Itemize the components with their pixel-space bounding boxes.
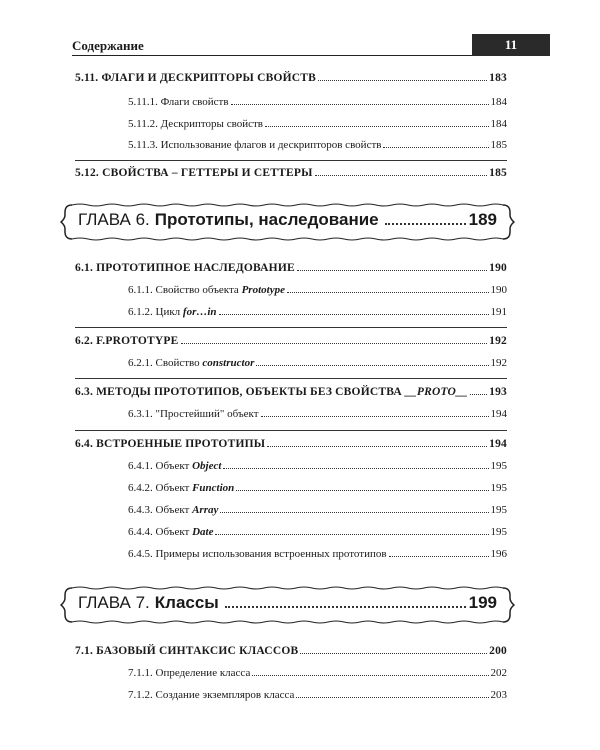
toc-page: 190 — [489, 262, 507, 274]
leader-dots — [383, 147, 488, 148]
toc-page: 185 — [489, 167, 507, 179]
chapter-page: 189 — [468, 210, 497, 229]
code-term: Prototype — [241, 284, 285, 296]
toc-page: 194 — [490, 408, 507, 420]
leader-dots — [470, 394, 487, 395]
toc-page: 183 — [489, 72, 507, 84]
leader-dots — [225, 606, 466, 608]
toc-label: 6.1.2. Цикл for…in — [128, 306, 217, 318]
leader-dots — [252, 675, 488, 676]
chapter-heading — [78, 593, 497, 613]
toc-page: 192 — [489, 335, 507, 347]
toc-label: 6.2.1. Свойство constructor — [128, 357, 255, 369]
toc-label: 7.1. БАЗОВЫЙ СИНТАКСИС КЛАССОВ — [75, 645, 299, 657]
toc-label: 6.3.1. "Простейший" объект — [128, 408, 259, 420]
chapter-title: Классы — [154, 593, 219, 612]
code-term: __PROTO__ — [404, 386, 468, 398]
toc-subsection-6-4-2[interactable] — [128, 482, 507, 494]
leader-dots — [318, 80, 487, 81]
toc-page: 184 — [490, 118, 507, 130]
toc-section-5-11[interactable] — [75, 72, 507, 84]
toc-subsection-5-11-3[interactable] — [128, 139, 507, 151]
leader-dots — [287, 292, 489, 293]
leader-dots — [300, 653, 487, 654]
chapter-number: ГЛАВА 6. — [78, 210, 150, 229]
toc-label: 6.4. ВСТРОЕННЫЕ ПРОТОТИПЫ — [75, 438, 266, 450]
toc-page: 200 — [489, 645, 507, 657]
toc-page: 195 — [490, 482, 507, 494]
leader-dots — [219, 314, 489, 315]
toc-subsection-6-2-1[interactable] — [128, 357, 507, 369]
section-divider — [75, 430, 507, 431]
section-divider — [75, 378, 507, 379]
leader-dots — [315, 175, 488, 176]
toc-subsection-6-1-1[interactable] — [128, 284, 507, 296]
toc-label: 6.3. МЕТОДЫ ПРОТОТИПОВ, ОБЪЕКТЫ БЕЗ СВОЙСТВА __PROTO__ — [75, 386, 468, 398]
toc-subsection-7-1-1[interactable] — [128, 667, 507, 679]
toc-subsection-7-1-2[interactable] — [128, 689, 507, 701]
toc-label: 6.1. ПРОТОТИПНОЕ НАСЛЕДОВАНИЕ — [75, 262, 295, 274]
chapter-7-banner[interactable] — [60, 585, 515, 625]
toc-label: 6.4.4. Объект Date — [128, 526, 214, 538]
toc-subsection-6-4-4[interactable] — [128, 526, 507, 538]
leader-dots — [389, 556, 489, 557]
toc-label: 5.11. ФЛАГИ И ДЕСКРИПТОРЫ СВОЙСТВ — [75, 72, 316, 84]
toc-subsection-6-4-5[interactable] — [128, 548, 507, 560]
toc-page: 195 — [490, 526, 507, 538]
toc-page: 195 — [490, 460, 507, 472]
section-divider — [75, 160, 507, 161]
toc-page: 202 — [490, 667, 507, 679]
toc-label: 6.4.1. Объект Object — [128, 460, 222, 472]
toc-label: 6.2. F.PROTOTYPE — [75, 335, 179, 347]
toc-label: 5.11.1. Флаги свойств — [128, 96, 229, 108]
code-term: Object — [192, 460, 222, 472]
page-number: 11 — [472, 34, 550, 56]
toc-subsection-6-1-2[interactable] — [128, 306, 507, 318]
leader-dots — [267, 446, 487, 447]
toc-subsection-5-11-1[interactable] — [128, 96, 507, 108]
toc-subsection-6-3-1[interactable] — [128, 408, 507, 420]
leader-dots — [220, 512, 488, 513]
toc-page: 196 — [490, 548, 507, 560]
toc-page: 203 — [490, 689, 507, 701]
code-term: Function — [192, 482, 235, 494]
chapter-title: Прототипы, наследование — [154, 210, 379, 229]
toc-page: 192 — [490, 357, 507, 369]
leader-dots — [223, 468, 488, 469]
toc-label: 6.4.5. Примеры использования встроенных прототипов — [128, 548, 387, 560]
toc-page: 185 — [490, 139, 507, 151]
toc-label: 6.1.1. Свойство объекта Prototype — [128, 284, 285, 296]
leader-dots — [215, 534, 488, 535]
toc-label: 5.12. СВОЙСТВА – ГЕТТЕРЫ И СЕТТЕРЫ — [75, 167, 313, 179]
toc-label: 7.1.2. Создание экземпляров класса — [128, 689, 295, 701]
toc-section-6-3[interactable] — [75, 386, 507, 398]
leader-dots — [236, 490, 488, 491]
toc-label: 7.1.1. Определение класса — [128, 667, 251, 679]
toc-subsection-5-11-2[interactable] — [128, 118, 507, 130]
chapter-number: ГЛАВА 7. — [78, 593, 150, 612]
toc-page: 195 — [490, 504, 507, 516]
toc-label: 6.4.2. Объект Function — [128, 482, 235, 494]
leader-dots — [296, 697, 488, 698]
leader-dots — [297, 270, 487, 271]
leader-dots — [261, 416, 489, 417]
header-title: Содержание — [72, 38, 144, 53]
toc-page: 190 — [490, 284, 507, 296]
leader-dots — [265, 126, 489, 127]
toc-subsection-6-4-1[interactable] — [128, 460, 507, 472]
code-term: constructor — [202, 357, 255, 369]
code-term: for…in — [182, 306, 217, 318]
toc-page: 184 — [490, 96, 507, 108]
section-divider — [75, 327, 507, 328]
leader-dots — [385, 223, 466, 225]
chapter-heading — [78, 210, 497, 230]
toc-page: 191 — [490, 306, 507, 318]
chapter-6-banner[interactable] — [60, 202, 515, 242]
code-term: Date — [192, 526, 214, 538]
toc-section-6-1[interactable] — [75, 262, 507, 274]
toc-page: 193 — [489, 386, 507, 398]
toc-section-6-4[interactable] — [75, 438, 507, 450]
page-header — [72, 34, 550, 56]
toc-section-7-1[interactable] — [75, 645, 507, 657]
code-term: Array — [192, 504, 219, 516]
leader-dots — [256, 365, 488, 366]
toc-page: 194 — [489, 438, 507, 450]
toc-label: 6.4.3. Объект Array — [128, 504, 219, 516]
toc-section-5-12[interactable] — [75, 167, 507, 179]
chapter-page: 199 — [468, 593, 497, 612]
toc-subsection-6-4-3[interactable] — [128, 504, 507, 516]
toc-label: 5.11.2. Дескрипторы свойств — [128, 118, 263, 130]
toc-label: 5.11.3. Использование флагов и дескрипторов свойств — [128, 139, 382, 151]
leader-dots — [231, 104, 489, 105]
toc-section-6-2[interactable] — [75, 335, 507, 347]
leader-dots — [181, 343, 488, 344]
